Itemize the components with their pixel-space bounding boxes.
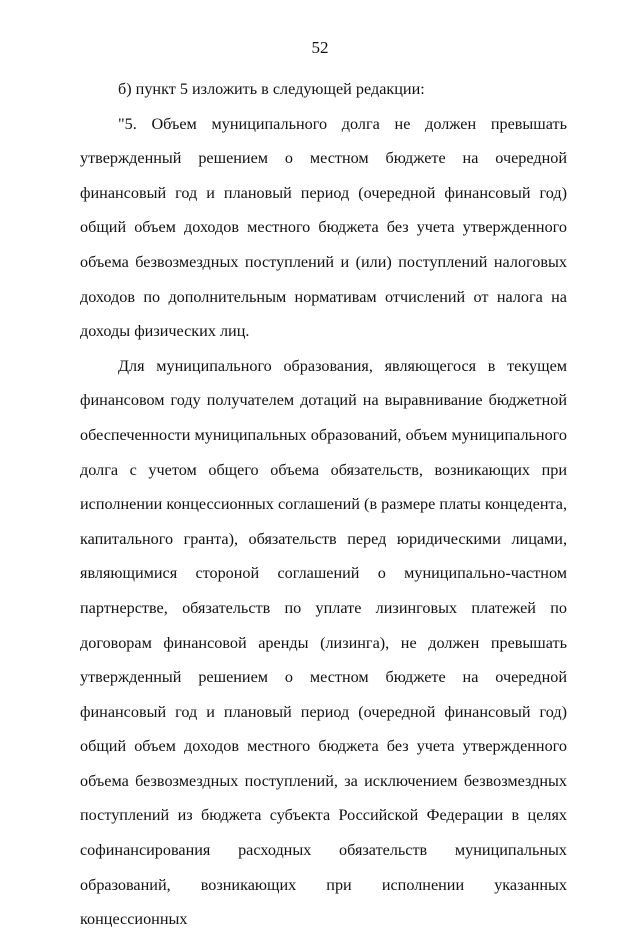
paragraph-subsidized-municipality: Для муниципального образования, являющегося в текущем финансовом году получателем дотаций на выравнивание бюджетной обеспеченности муниципальных образований, объем муниципального долга с учетом общего объема обязательств, возникающих при исполнении концессионных соглашений (в размере платы концедента, капитального гранта), обязательств перед юридическими лицами, являющимися стороной соглашений о муниципально-частном партнерстве, обязательств по уплате лизинговых платежей по договорам финансовой аренды (лизинга), не должен превышать утвержденный решением о местном бюджете на очередной финансовый год и плановый период (очередной финансовый год) общий объем доходов местного бюджета без учета утвержденного объема безвозмездных поступлений, за исключением безвозмездных поступлений из бюджета субъекта Российской Федерации в целях софинансирования расходных обязательств муниципальных образований, возникающих при исполнении указанных концессионных bbox=[80, 356, 567, 929]
document-body bbox=[80, 72, 567, 937]
page-number: 52 bbox=[311, 38, 329, 57]
paragraph-debt-limit: "5. Объем муниципального долга не должен превышать утвержденный решением о местном бюджете на очередной финансовый год и плановый период (очередной финансовый год) общий объем доходов местного бюджета без учета утвержденного объема безвозмездных поступлений и (или) поступлений налоговых доходов по дополнительным нормативам отчислений от налога на доходы физических лиц. bbox=[80, 114, 567, 341]
paragraph-amendment-intro: б) пункт 5 изложить в следующей редакции: bbox=[118, 80, 425, 98]
